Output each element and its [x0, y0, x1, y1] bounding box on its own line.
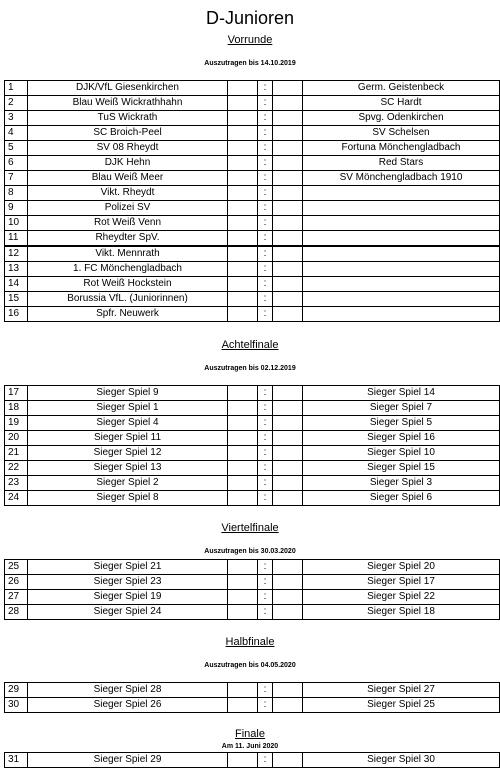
away-score	[273, 605, 303, 620]
match-number: 28	[5, 605, 28, 620]
away-team: Sieger Spiel 6	[303, 491, 500, 506]
away-score	[273, 698, 303, 713]
home-team: Rheydter SpV.	[28, 231, 228, 247]
away-team	[303, 216, 500, 231]
home-team: DJK Hehn	[28, 156, 228, 171]
away-team: Sieger Spiel 27	[303, 683, 500, 698]
match-row	[5, 96, 500, 111]
match-number: 30	[5, 698, 28, 713]
match-row	[5, 186, 500, 201]
home-team: Borussia VfL. (Juniorinnen)	[28, 292, 228, 307]
home-team: Polizei SV	[28, 201, 228, 216]
match-number: 10	[5, 216, 28, 231]
away-score	[273, 126, 303, 141]
stage-deadline-halbfinale: Auszutragen bis 04.05.2020	[204, 662, 296, 669]
away-team: Sieger Spiel 22	[303, 590, 500, 605]
away-team	[303, 186, 500, 201]
match-row	[5, 431, 500, 446]
home-team: DJK/VfL Giesenkirchen	[28, 81, 228, 96]
match-row	[5, 246, 500, 262]
away-score	[273, 386, 303, 401]
match-number: 17	[5, 386, 28, 401]
score-separator: :	[258, 401, 273, 416]
home-team: Sieger Spiel 26	[28, 698, 228, 713]
away-score	[273, 476, 303, 491]
away-score	[273, 307, 303, 322]
away-score	[273, 81, 303, 96]
home-score	[228, 292, 258, 307]
home-team: Sieger Spiel 11	[28, 431, 228, 446]
home-team: Vikt. Rheydt	[28, 186, 228, 201]
away-team: Sieger Spiel 20	[303, 560, 500, 575]
home-score	[228, 126, 258, 141]
match-number: 3	[5, 111, 28, 126]
match-number: 16	[5, 307, 28, 322]
score-separator: :	[258, 126, 273, 141]
fixture-table-finale	[4, 752, 500, 768]
away-team: Germ. Geistenbeck	[303, 81, 500, 96]
match-number: 20	[5, 431, 28, 446]
home-score	[228, 698, 258, 713]
home-score	[228, 416, 258, 431]
match-number: 22	[5, 461, 28, 476]
score-separator: :	[258, 431, 273, 446]
away-team: Sieger Spiel 7	[303, 401, 500, 416]
away-team	[303, 292, 500, 307]
home-score	[228, 753, 258, 768]
home-score	[228, 307, 258, 322]
home-score	[228, 575, 258, 590]
stage-title-halbfinale: Halbfinale	[225, 636, 275, 648]
home-score	[228, 96, 258, 111]
match-row	[5, 216, 500, 231]
match-number: 7	[5, 171, 28, 186]
match-row	[5, 81, 500, 96]
away-score	[273, 201, 303, 216]
home-team: Sieger Spiel 24	[28, 605, 228, 620]
match-number: 14	[5, 277, 28, 292]
away-team	[303, 201, 500, 216]
home-team: Sieger Spiel 13	[28, 461, 228, 476]
score-separator: :	[258, 386, 273, 401]
home-score	[228, 141, 258, 156]
home-team: Sieger Spiel 4	[28, 416, 228, 431]
score-separator: :	[258, 292, 273, 307]
away-team: Sieger Spiel 18	[303, 605, 500, 620]
fixture-table-achtelfinale	[4, 385, 500, 506]
match-number: 27	[5, 590, 28, 605]
match-row	[5, 590, 500, 605]
home-score	[228, 156, 258, 171]
away-score	[273, 141, 303, 156]
home-team: Sieger Spiel 8	[28, 491, 228, 506]
away-score	[273, 491, 303, 506]
match-row	[5, 231, 500, 247]
home-score	[228, 171, 258, 186]
away-team: Fortuna Mönchengladbach	[303, 141, 500, 156]
home-team: Vikt. Mennrath	[28, 246, 228, 262]
match-number: 12	[5, 246, 28, 262]
fixture-table-viertelfinale	[4, 559, 500, 620]
home-score	[228, 605, 258, 620]
home-team: Sieger Spiel 9	[28, 386, 228, 401]
match-number: 8	[5, 186, 28, 201]
away-score	[273, 590, 303, 605]
away-score	[273, 262, 303, 277]
home-team: Blau Weiß Meer	[28, 171, 228, 186]
score-separator: :	[258, 81, 273, 96]
away-score	[273, 292, 303, 307]
away-score	[273, 96, 303, 111]
match-row	[5, 111, 500, 126]
fixture-table-halbfinale	[4, 682, 500, 713]
away-team: Sieger Spiel 15	[303, 461, 500, 476]
away-team: Sieger Spiel 5	[303, 416, 500, 431]
away-score	[273, 186, 303, 201]
home-score	[228, 111, 258, 126]
stage-deadline-finale: Am 11. Juni 2020	[221, 743, 279, 750]
page-title: D-Junioren	[205, 8, 295, 28]
away-team: Sieger Spiel 10	[303, 446, 500, 461]
away-score	[273, 111, 303, 126]
match-number: 25	[5, 560, 28, 575]
match-row	[5, 491, 500, 506]
away-score	[273, 431, 303, 446]
match-row	[5, 753, 500, 768]
home-team: Sieger Spiel 29	[28, 753, 228, 768]
score-separator: :	[258, 171, 273, 186]
home-score	[228, 201, 258, 216]
home-team: Sieger Spiel 19	[28, 590, 228, 605]
match-number: 11	[5, 231, 28, 247]
match-number: 1	[5, 81, 28, 96]
home-score	[228, 386, 258, 401]
score-separator: :	[258, 277, 273, 292]
home-team: Sieger Spiel 28	[28, 683, 228, 698]
score-separator: :	[258, 231, 273, 247]
home-team: TuS Wickrath	[28, 111, 228, 126]
match-number: 18	[5, 401, 28, 416]
fixture-table-vorrunde	[4, 80, 500, 322]
match-number: 26	[5, 575, 28, 590]
away-score	[273, 246, 303, 262]
match-row	[5, 156, 500, 171]
score-separator: :	[258, 141, 273, 156]
match-row	[5, 126, 500, 141]
match-row	[5, 401, 500, 416]
home-team: Sieger Spiel 12	[28, 446, 228, 461]
match-number: 21	[5, 446, 28, 461]
stage-title-achtelfinale: Achtelfinale	[221, 339, 279, 351]
match-row	[5, 575, 500, 590]
away-score	[273, 277, 303, 292]
match-row	[5, 386, 500, 401]
away-score	[273, 216, 303, 231]
match-number: 13	[5, 262, 28, 277]
away-team: Sieger Spiel 14	[303, 386, 500, 401]
match-row	[5, 446, 500, 461]
home-score	[228, 246, 258, 262]
home-team: Rot Weiß Venn	[28, 216, 228, 231]
away-team: SV Schelsen	[303, 126, 500, 141]
away-score	[273, 461, 303, 476]
away-team	[303, 246, 500, 262]
match-number: 4	[5, 126, 28, 141]
score-separator: :	[258, 446, 273, 461]
match-number: 5	[5, 141, 28, 156]
away-team: SC Hardt	[303, 96, 500, 111]
stage-deadline-viertelfinale: Auszutragen bis 30.03.2020	[204, 548, 296, 555]
match-number: 23	[5, 476, 28, 491]
home-team: Sieger Spiel 23	[28, 575, 228, 590]
away-team	[303, 277, 500, 292]
away-team	[303, 262, 500, 277]
stage-title-viertelfinale: Viertelfinale	[221, 522, 279, 534]
home-team: Spfr. Neuwerk	[28, 307, 228, 322]
home-team: Blau Weiß Wickrathhahn	[28, 96, 228, 111]
away-team	[303, 231, 500, 247]
away-score	[273, 171, 303, 186]
score-separator: :	[258, 753, 273, 768]
home-team: SV 08 Rheydt	[28, 141, 228, 156]
away-team: SV Mönchengladbach 1910	[303, 171, 500, 186]
home-score	[228, 262, 258, 277]
away-score	[273, 575, 303, 590]
score-separator: :	[258, 575, 273, 590]
away-score	[273, 416, 303, 431]
match-row	[5, 605, 500, 620]
score-separator: :	[258, 416, 273, 431]
score-separator: :	[258, 476, 273, 491]
home-score	[228, 590, 258, 605]
stage-title-finale: Finale	[235, 728, 265, 740]
away-score	[273, 401, 303, 416]
match-row	[5, 698, 500, 713]
match-number: 24	[5, 491, 28, 506]
score-separator: :	[258, 560, 273, 575]
score-separator: :	[258, 111, 273, 126]
home-team: Sieger Spiel 2	[28, 476, 228, 491]
home-team: SC Broich-Peel	[28, 126, 228, 141]
score-separator: :	[258, 683, 273, 698]
away-team: Sieger Spiel 16	[303, 431, 500, 446]
stage-deadline-vorrunde: Auszutragen bis 14.10.2019	[204, 60, 296, 67]
away-team: Sieger Spiel 17	[303, 575, 500, 590]
stage-deadline-achtelfinale: Auszutragen bis 02.12.2019	[204, 365, 296, 372]
match-number: 19	[5, 416, 28, 431]
away-team: Spvg. Odenkirchen	[303, 111, 500, 126]
home-team: 1. FC Mönchengladbach	[28, 262, 228, 277]
score-separator: :	[258, 186, 273, 201]
score-separator: :	[258, 590, 273, 605]
score-separator: :	[258, 491, 273, 506]
home-score	[228, 216, 258, 231]
home-score	[228, 491, 258, 506]
away-score	[273, 156, 303, 171]
score-separator: :	[258, 262, 273, 277]
away-team: Sieger Spiel 25	[303, 698, 500, 713]
match-row	[5, 171, 500, 186]
home-score	[228, 81, 258, 96]
match-row	[5, 262, 500, 277]
home-team: Rot Weiß Hockstein	[28, 277, 228, 292]
score-separator: :	[258, 156, 273, 171]
home-score	[228, 560, 258, 575]
away-score	[273, 683, 303, 698]
score-separator: :	[258, 246, 273, 262]
match-row	[5, 292, 500, 307]
match-row	[5, 416, 500, 431]
match-number: 9	[5, 201, 28, 216]
match-row	[5, 277, 500, 292]
match-row	[5, 476, 500, 491]
score-separator: :	[258, 698, 273, 713]
away-team: Red Stars	[303, 156, 500, 171]
home-score	[228, 231, 258, 247]
stage-title-vorrunde: Vorrunde	[227, 34, 273, 46]
score-separator: :	[258, 461, 273, 476]
match-number: 6	[5, 156, 28, 171]
away-score	[273, 446, 303, 461]
match-row	[5, 461, 500, 476]
match-row	[5, 307, 500, 322]
match-number: 31	[5, 753, 28, 768]
home-team: Sieger Spiel 21	[28, 560, 228, 575]
home-score	[228, 401, 258, 416]
score-separator: :	[258, 605, 273, 620]
match-row	[5, 683, 500, 698]
home-score	[228, 186, 258, 201]
away-team: Sieger Spiel 30	[303, 753, 500, 768]
match-number: 2	[5, 96, 28, 111]
match-row	[5, 560, 500, 575]
home-score	[228, 277, 258, 292]
away-score	[273, 753, 303, 768]
home-score	[228, 476, 258, 491]
score-separator: :	[258, 201, 273, 216]
match-number: 29	[5, 683, 28, 698]
match-row	[5, 141, 500, 156]
match-row	[5, 201, 500, 216]
away-score	[273, 231, 303, 247]
home-score	[228, 461, 258, 476]
away-team	[303, 307, 500, 322]
home-score	[228, 431, 258, 446]
away-team: Sieger Spiel 3	[303, 476, 500, 491]
score-separator: :	[258, 307, 273, 322]
home-score	[228, 683, 258, 698]
score-separator: :	[258, 216, 273, 231]
score-separator: :	[258, 96, 273, 111]
away-score	[273, 560, 303, 575]
match-number: 15	[5, 292, 28, 307]
home-score	[228, 446, 258, 461]
home-team: Sieger Spiel 1	[28, 401, 228, 416]
